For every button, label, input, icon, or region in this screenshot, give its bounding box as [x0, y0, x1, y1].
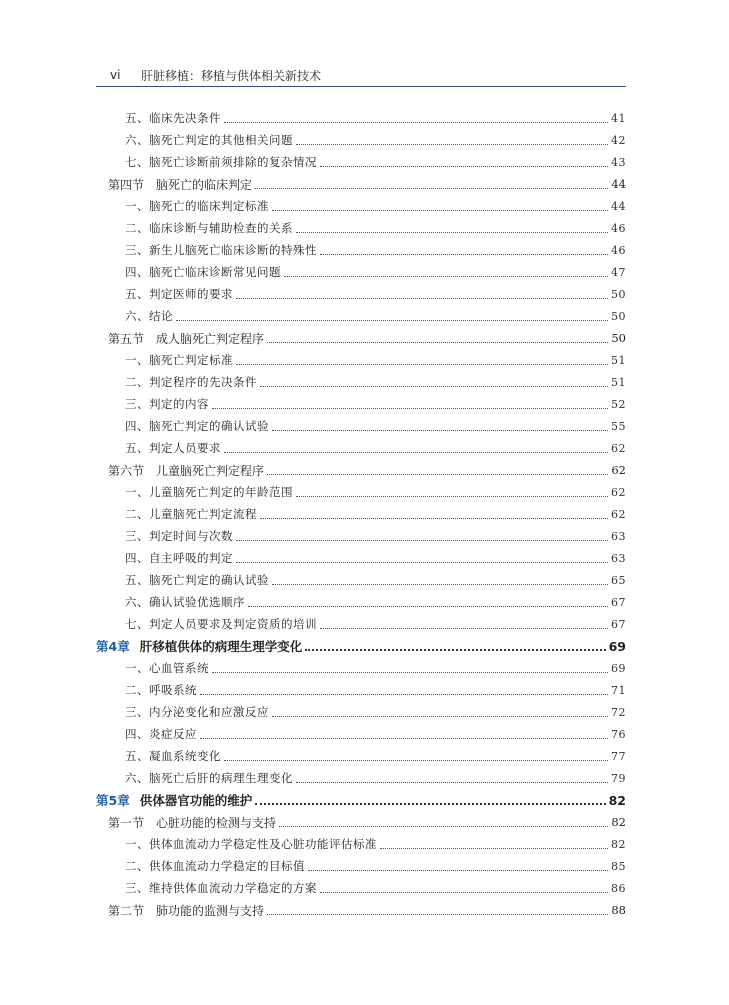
chapter-title: 供体器官功能的维护: [139, 793, 253, 808]
toc-page-number: 42: [611, 133, 626, 147]
toc-page-number: 55: [611, 419, 626, 433]
toc-entry-label: 三、新生儿脑死亡临床诊断的特殊性: [125, 243, 317, 257]
toc-page-number: 50: [611, 331, 626, 345]
toc-entry-item[interactable]: [96, 371, 626, 393]
toc-entry-item[interactable]: [96, 151, 626, 173]
toc-entry-item[interactable]: [96, 283, 626, 305]
toc-entry-item[interactable]: [96, 767, 626, 789]
dot-leader: [296, 144, 608, 145]
toc-entry-label: 第四节 脑死亡的临床判定: [108, 177, 253, 192]
dot-leader: [284, 276, 608, 277]
toc-page-number: 50: [611, 309, 626, 323]
toc-entry-label: 六、脑死亡判定的其他相关问题: [125, 133, 293, 147]
toc-entry-label: 五、脑死亡判定的确认试验: [125, 573, 269, 587]
toc-page-number: 72: [611, 705, 626, 719]
toc-entry-label: 五、判定人员要求: [125, 441, 221, 455]
toc-entry-item[interactable]: [96, 107, 626, 129]
toc-entry-label: 一、心血管系统: [125, 661, 209, 675]
dot-leader: [320, 254, 608, 255]
dot-leader: [212, 672, 608, 673]
toc-entry-item[interactable]: [96, 481, 626, 503]
dot-leader: [296, 496, 608, 497]
toc-entry-item[interactable]: [96, 569, 626, 591]
toc-entry-label: 一、脑死亡的临床判定标准: [125, 199, 269, 213]
toc-page-number: 52: [611, 397, 626, 411]
dot-leader: [320, 166, 608, 167]
dot-leader: [236, 540, 608, 541]
toc-entry-item[interactable]: [96, 129, 626, 151]
toc-entry-item[interactable]: [96, 855, 626, 877]
toc-page-number: 85: [611, 859, 626, 873]
toc-entry-item[interactable]: [96, 679, 626, 701]
toc-entry-label: 五、凝血系统变化: [125, 749, 221, 763]
toc-entry-item[interactable]: [96, 613, 626, 635]
toc-page-number: 44: [611, 177, 626, 191]
dot-leader: [272, 210, 608, 211]
dot-leader: [260, 518, 608, 519]
dot-leader: [272, 716, 608, 717]
dot-leader: [224, 760, 608, 761]
dot-leader: [380, 848, 608, 849]
toc-entry-section[interactable]: [96, 811, 626, 833]
toc-entry-section[interactable]: [96, 899, 626, 921]
toc-entry-chapter[interactable]: [96, 635, 626, 657]
dot-leader: [267, 914, 608, 915]
dot-leader: [296, 232, 608, 233]
table-of-contents: [96, 107, 626, 921]
dot-leader: [267, 342, 608, 343]
chapter-number: 第5章: [96, 793, 130, 808]
toc-entry-label: 四、自主呼吸的判定: [125, 551, 233, 565]
dot-leader: [176, 320, 608, 321]
toc-page-number: 88: [611, 903, 626, 917]
toc-entry-section[interactable]: [96, 173, 626, 195]
toc-entry-item[interactable]: [96, 701, 626, 723]
page-number: vi: [110, 68, 121, 82]
toc-page-number: 82: [608, 792, 626, 808]
toc-entry-chapter[interactable]: [96, 789, 626, 811]
toc-entry-label: 二、供体血流动力学稳定的目标值: [125, 859, 305, 873]
toc-entry-label: 一、儿童脑死亡判定的年龄范围: [125, 485, 293, 499]
toc-entry-label: [96, 791, 252, 809]
toc-entry-item[interactable]: [96, 437, 626, 459]
toc-page-number: 65: [611, 573, 626, 587]
toc-entry-item[interactable]: [96, 415, 626, 437]
toc-entry-label: 六、结论: [125, 309, 173, 323]
dot-leader: [320, 628, 608, 629]
dot-leader: [308, 870, 608, 871]
toc-entry-label: 三、维持供体血流动力学稳定的方案: [125, 881, 317, 895]
dot-leader: [224, 452, 608, 453]
toc-page-number: 82: [611, 837, 626, 851]
toc-entry-label: 二、呼吸系统: [125, 683, 197, 697]
toc-entry-item[interactable]: [96, 503, 626, 525]
dot-leader: [236, 298, 608, 299]
toc-entry-item[interactable]: [96, 591, 626, 613]
toc-entry-item[interactable]: [96, 745, 626, 767]
toc-page-number: 79: [611, 771, 626, 785]
book-title: 肝脏移植：移植与供体相关新技术: [141, 69, 322, 83]
dot-leader: [305, 649, 605, 651]
toc-page-number: 63: [611, 551, 626, 565]
toc-entry-label: 第一节 心脏功能的检测与支持: [108, 815, 277, 830]
toc-page-number: 43: [611, 155, 626, 169]
toc-page-number: 41: [611, 111, 626, 125]
toc-entry-label: 三、判定时间与次数: [125, 529, 233, 543]
toc-entry-item[interactable]: [96, 217, 626, 239]
toc-entry-label: 七、脑死亡诊断前须排除的复杂情况: [125, 155, 317, 169]
toc-page-number: 62: [611, 441, 626, 455]
toc-entry-label: 第五节 成人脑死亡判定程序: [108, 331, 265, 346]
toc-page-number: 63: [611, 529, 626, 543]
toc-entry-label: 二、判定程序的先决条件: [125, 375, 257, 389]
toc-page-number: 62: [611, 485, 626, 499]
toc-page-number: 50: [611, 287, 626, 301]
toc-entry-item[interactable]: [96, 305, 626, 327]
toc-entry-section[interactable]: [96, 459, 626, 481]
toc-entry-label: 一、供体血流动力学稳定性及心脏功能评估标准: [125, 837, 377, 851]
toc-entry-label: 第二节 肺功能的监测与支持: [108, 903, 265, 918]
toc-entry-label: [96, 637, 302, 655]
chapter-number: 第4章: [96, 639, 130, 654]
toc-page-number: 46: [611, 243, 626, 257]
toc-entry-label: 三、内分泌变化和应激反应: [125, 705, 269, 719]
toc-entry-item[interactable]: [96, 525, 626, 547]
toc-entry-item[interactable]: [96, 833, 626, 855]
toc-page-number: 86: [611, 881, 626, 895]
dot-leader: [255, 803, 605, 805]
toc-page-number: 69: [608, 638, 626, 654]
toc-page-number: 62: [611, 463, 626, 477]
dot-leader: [267, 474, 608, 475]
toc-entry-label: 四、炎症反应: [125, 727, 197, 741]
dot-leader: [296, 782, 608, 783]
toc-page-number: 47: [611, 265, 626, 279]
dot-leader: [212, 408, 608, 409]
dot-leader: [320, 892, 608, 893]
toc-entry-label: 五、临床先决条件: [125, 111, 221, 125]
dot-leader: [200, 694, 608, 695]
dot-leader: [272, 430, 608, 431]
toc-entry-label: 二、临床诊断与辅助检查的关系: [125, 221, 293, 235]
toc-page-number: 51: [611, 375, 626, 389]
toc-entry-label: 四、脑死亡临床诊断常见问题: [125, 265, 281, 279]
dot-leader: [272, 584, 608, 585]
toc-page-number: 82: [611, 815, 626, 829]
running-header: [96, 66, 626, 86]
toc-entry-item[interactable]: [96, 393, 626, 415]
toc-page-number: 67: [611, 617, 626, 631]
dot-leader: [248, 606, 608, 607]
toc-page-number: 67: [611, 595, 626, 609]
toc-page-number: 62: [611, 507, 626, 521]
toc-entry-item[interactable]: [96, 195, 626, 217]
toc-entry-label: 六、脑死亡后肝的病理生理变化: [125, 771, 293, 785]
chapter-title: 肝移植供体的病理生理学变化: [139, 639, 303, 654]
toc-entry-section[interactable]: [96, 327, 626, 349]
toc-entry-item[interactable]: [96, 239, 626, 261]
toc-entry-label: 一、脑死亡判定标准: [125, 353, 233, 367]
toc-entry-label: 七、判定人员要求及判定资质的培训: [125, 617, 317, 631]
toc-page-number: 76: [611, 727, 626, 741]
dot-leader: [236, 364, 608, 365]
toc-entry-label: 四、脑死亡判定的确认试验: [125, 419, 269, 433]
toc-entry-label: 五、判定医师的要求: [125, 287, 233, 301]
dot-leader: [224, 122, 608, 123]
toc-entry-label: 六、确认试验优选顺序: [125, 595, 245, 609]
dot-leader: [255, 188, 608, 189]
toc-entry-label: 二、儿童脑死亡判定流程: [125, 507, 257, 521]
toc-entry-item[interactable]: [96, 349, 626, 371]
toc-entry-item[interactable]: [96, 547, 626, 569]
toc-entry-item[interactable]: [96, 657, 626, 679]
toc-entry-label: 三、判定的内容: [125, 397, 209, 411]
toc-entry-label: 第六节 儿童脑死亡判定程序: [108, 463, 265, 478]
header-divider: [96, 86, 626, 87]
toc-page-number: 46: [611, 221, 626, 235]
dot-leader: [279, 826, 608, 827]
toc-page-number: 69: [611, 661, 626, 675]
toc-entry-item[interactable]: [96, 723, 626, 745]
toc-page-number: 51: [611, 353, 626, 367]
dot-leader: [236, 562, 608, 563]
toc-entry-item[interactable]: [96, 261, 626, 283]
toc-page-number: 71: [611, 683, 626, 697]
dot-leader: [260, 386, 608, 387]
toc-entry-item[interactable]: [96, 877, 626, 899]
toc-page-number: 77: [611, 749, 626, 763]
dot-leader: [200, 738, 608, 739]
toc-page-number: 44: [611, 199, 626, 213]
